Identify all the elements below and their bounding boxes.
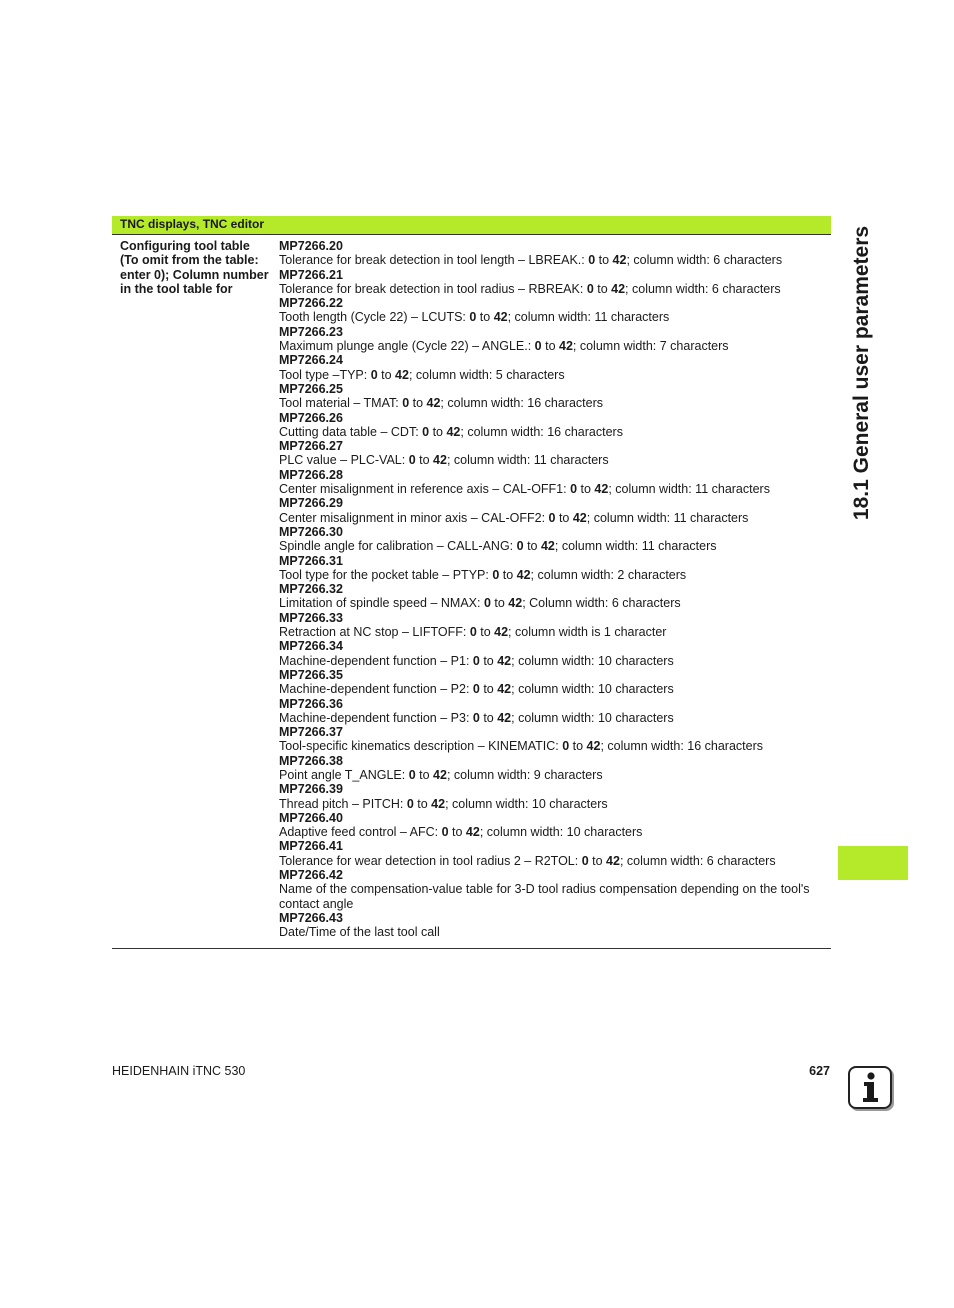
parameter-description-post: ; column width: 5 characters (408, 367, 565, 382)
footer-product-name: HEIDENHAIN iTNC 530 (112, 1064, 246, 1078)
parameter-description-post: ; column width: 6 characters (626, 253, 783, 268)
parameter-description-pre: PLC value – PLC-VAL: (279, 453, 409, 468)
parameter-description-mid: to (577, 482, 595, 497)
parameter-description-post: ; column width: 11 characters (507, 310, 670, 325)
parameter-description-post: ; column width: 6 characters (625, 281, 781, 296)
parameter-description-to: 42 (433, 767, 447, 782)
parameter-description-pre: Tool-specific kinematics description – KINEMATIC: (279, 739, 563, 754)
parameter-description-post: ; column width: 10 characters (479, 825, 643, 840)
parameter-description-to: 42 (594, 482, 609, 497)
parameter-description-from: 0 (548, 510, 556, 525)
parameter-description-post: ; column width: 10 characters (511, 682, 674, 697)
parameter-description-from: 0 (562, 739, 570, 754)
parameter-description-pre: Center misalignment in reference axis – CAL-OFF1: (279, 482, 571, 497)
parameter-description (279, 568, 827, 582)
parameter-description (279, 453, 827, 467)
parameter-code: MP7266.35 (279, 667, 343, 682)
parameter-description-post: ; column width: 16 characters (440, 396, 603, 411)
parameter-description-pre: Center misalignment in minor axis – CAL-OFF2: (279, 510, 549, 525)
parameter-description-mid: to (555, 510, 573, 525)
parameter-description-to: 42 (516, 567, 531, 582)
parameter-description-pre: Name of the compensation-value table for 3-D tool radius compensation depending on the tool's contact angle (279, 882, 810, 911)
parameter-description (279, 925, 827, 939)
parameter-description (279, 768, 827, 782)
parameter-description-from: 0 (408, 453, 416, 468)
parameter-description-post: ; column width: 10 characters (445, 796, 608, 811)
parameter-description-pre: Tool material – TMAT: (279, 396, 403, 411)
parameter-description-pre: Tool type for the pocket table – PTYP: (279, 567, 493, 582)
parameter-description-mid: to (415, 453, 434, 468)
parameter-description (279, 396, 827, 410)
parameter-code: MP7266.38 (279, 753, 343, 768)
parameter-description (279, 854, 827, 868)
parameter-description-to: 42 (493, 310, 508, 325)
parameter-description-mid: to (479, 653, 498, 668)
parameter-code: MP7266.36 (279, 696, 343, 711)
parameter-description-pre: Maximum plunge angle (Cycle 22) – ANGLE.: (279, 339, 535, 354)
parameter-description (279, 539, 827, 553)
parameter-description (279, 310, 827, 324)
parameter-description-post: ; column width: 6 characters (619, 853, 776, 868)
parameter-description-pre: Spindle angle for calibration – CALL-ANG: (279, 539, 517, 554)
parameter-description-post: ; column width: 16 characters (460, 424, 623, 439)
parameter-description-from: 0 (472, 653, 480, 668)
parameter-code: MP7266.42 (279, 868, 343, 883)
parameter-code: MP7266.32 (279, 582, 343, 597)
parameter-description-post: ; column width: 16 characters (600, 739, 764, 754)
parameter-description-to: 42 (508, 596, 523, 611)
parameter-description-from: 0 (441, 825, 449, 840)
parameter-description-from: 0 (483, 596, 491, 611)
parameter-description (279, 253, 827, 267)
parameter-group-label: Configuring tool table (To omit from the table: enter 0); Column number in the tool table for (120, 239, 269, 296)
parameter-description-from: 0 (588, 253, 596, 268)
parameter-list (279, 239, 827, 940)
parameter-description-pre: Thread pitch – PITCH: (279, 796, 407, 811)
parameter-description-post: ; column width: 11 characters (586, 510, 749, 525)
parameter-description (279, 596, 827, 610)
parameter-description-from: 0 (581, 853, 589, 868)
parameter-description-pre: Limitation of spindle speed – NMAX: (279, 596, 484, 611)
info-icon-glyph (850, 1068, 890, 1107)
parameter-code: MP7266.22 (279, 296, 343, 311)
parameter-description-post: ; column width: 10 characters (511, 710, 674, 725)
parameter-description (279, 339, 827, 353)
parameter-description (279, 368, 827, 382)
table-bottom-rule (112, 948, 831, 949)
parameter-description (279, 625, 827, 639)
parameter-description-post: ; column width: 11 characters (446, 453, 609, 468)
parameter-description-pre: Adaptive feed control – AFC: (279, 825, 442, 840)
parameter-description-pre: Tolerance for break detection in tool length – LBREAK.: (279, 253, 589, 268)
parameter-code: MP7266.33 (279, 610, 343, 625)
parameter-description-mid: to (415, 767, 434, 782)
parameter-description-pre: Machine-dependent function – P3: (279, 710, 473, 725)
parameter-description-mid: to (448, 825, 466, 840)
parameter-description-post: ; column width: 10 characters (511, 653, 674, 668)
parameter-description-post: ; Column width: 6 characters (522, 596, 681, 611)
parameter-code: MP7266.31 (279, 553, 343, 568)
parameter-description-pre: Retraction at NC stop – LIFTOFF: (279, 625, 470, 640)
parameter-description-post: ; column width: 7 characters (572, 339, 729, 354)
parameter-description-from: 0 (469, 625, 477, 640)
parameter-description-from: 0 (408, 767, 416, 782)
parameter-code: MP7266.28 (279, 467, 343, 482)
parameter-code: MP7266.30 (279, 524, 343, 539)
parameter-description-from: 0 (534, 339, 542, 354)
parameter-description-from: 0 (516, 539, 524, 554)
parameter-code: MP7266.43 (279, 910, 343, 925)
parameter-code: MP7266.40 (279, 810, 343, 825)
parameter-code: MP7266.29 (279, 496, 343, 511)
parameter-code: MP7266.34 (279, 639, 343, 654)
parameter-description-to: 42 (611, 281, 626, 296)
parameter-description-from: 0 (492, 567, 500, 582)
parameter-description-to: 42 (497, 710, 512, 725)
parameter-code: MP7266.27 (279, 439, 343, 454)
parameter-description-from: 0 (402, 396, 410, 411)
parameter-description-mid: to (476, 625, 495, 640)
parameter-description-pre: Date/Time of the last tool call (279, 925, 440, 940)
table-header-bar (112, 216, 831, 235)
parameter-code: MP7266.23 (279, 324, 343, 339)
parameter-description-from: 0 (472, 682, 480, 697)
parameter-description-mid: to (479, 710, 498, 725)
parameter-code: MP7266.37 (279, 725, 343, 740)
parameter-description-from: 0 (469, 310, 477, 325)
chapter-side-title-text: 18.1 General user parameters (850, 225, 873, 521)
parameter-description (279, 682, 827, 696)
parameter-description-to: 42 (494, 625, 509, 640)
parameter-code: MP7266.39 (279, 782, 343, 797)
parameter-description-to: 42 (446, 424, 461, 439)
parameter-description-to: 42 (606, 853, 620, 868)
chapter-side-title (842, 214, 882, 532)
parameter-description (279, 797, 827, 811)
parameter-description-pre: Tool type –TYP: (279, 367, 371, 382)
parameter-description-to: 42 (540, 539, 555, 554)
parameter-description-from: 0 (586, 281, 594, 296)
parameter-description (279, 825, 827, 839)
parameter-description-to: 42 (612, 253, 627, 268)
parameter-description-mid: to (523, 539, 541, 554)
parameter-description-to: 42 (572, 510, 587, 525)
table-header-title: TNC displays, TNC editor (120, 217, 265, 231)
parameter-description-pre: Point angle T_ANGLE: (279, 767, 409, 782)
parameter-description-mid: to (413, 796, 432, 811)
parameter-description-to: 42 (433, 453, 447, 468)
parameter-description (279, 425, 827, 439)
parameter-description (279, 511, 827, 525)
page-number: 627 (809, 1064, 830, 1078)
parameter-description-mid: to (499, 567, 517, 582)
parameter-description (279, 882, 827, 911)
info-icon (848, 1066, 892, 1109)
parameter-code: MP7266.24 (279, 353, 343, 368)
parameter-description-post: ; column width is 1 character (508, 625, 667, 640)
parameter-description-pre: Tooth length (Cycle 22) – LCUTS: (279, 310, 470, 325)
parameter-description-to: 42 (426, 396, 441, 411)
parameter-description-from: 0 (406, 796, 414, 811)
chapter-tab-marker (838, 846, 908, 880)
parameter-description-from: 0 (472, 710, 480, 725)
parameter-description-pre: Machine-dependent function – P1: (279, 653, 473, 668)
parameter-description-mid: to (476, 310, 494, 325)
parameter-description (279, 282, 827, 296)
parameter-description-to: 42 (586, 739, 601, 754)
parameter-description (279, 482, 827, 496)
parameter-description-to: 42 (431, 796, 446, 811)
parameter-description-from: 0 (370, 367, 378, 382)
parameter-description (279, 711, 827, 725)
parameter-description-post: ; column width: 9 characters (446, 767, 603, 782)
parameter-description-pre: Cutting data table – CDT: (279, 424, 423, 439)
parameter-description-from: 0 (570, 482, 578, 497)
parameter-description-mid: to (490, 596, 509, 611)
parameter-description-to: 42 (559, 339, 573, 354)
parameter-description-to: 42 (497, 653, 512, 668)
parameter-description-post: ; column width: 11 characters (554, 539, 717, 554)
parameter-description-to: 42 (497, 682, 512, 697)
parameter-description-from: 0 (422, 424, 430, 439)
parameter-description-mid: to (377, 367, 396, 382)
parameter-description (279, 654, 827, 668)
parameter-description-post: ; column width: 2 characters (530, 567, 687, 582)
parameter-description-mid: to (479, 682, 498, 697)
parameter-description-mid: to (588, 853, 607, 868)
parameter-code: MP7266.25 (279, 381, 343, 396)
parameter-description-to: 42 (395, 367, 409, 382)
parameter-code: MP7266.26 (279, 410, 343, 425)
parameter-description-mid: to (429, 424, 447, 439)
parameter-description-mid: to (569, 739, 587, 754)
parameter-description-pre: Tolerance for break detection in tool radius – RBREAK: (279, 281, 587, 296)
parameter-code: MP7266.41 (279, 839, 343, 854)
parameter-description (279, 739, 827, 753)
parameter-description-post: ; column width: 11 characters (608, 482, 770, 497)
parameter-code: MP7266.20 (279, 239, 343, 253)
parameter-description-pre: Machine-dependent function – P2: (279, 682, 473, 697)
parameter-description-mid: to (409, 396, 427, 411)
parameter-code: MP7266.21 (279, 267, 343, 282)
parameter-description-mid: to (541, 339, 559, 354)
parameter-description-mid: to (595, 253, 613, 268)
parameter-description-mid: to (593, 281, 612, 296)
parameter-description-to: 42 (465, 825, 480, 840)
parameter-description-pre: Tolerance for wear detection in tool radius 2 – R2TOL: (279, 853, 582, 868)
